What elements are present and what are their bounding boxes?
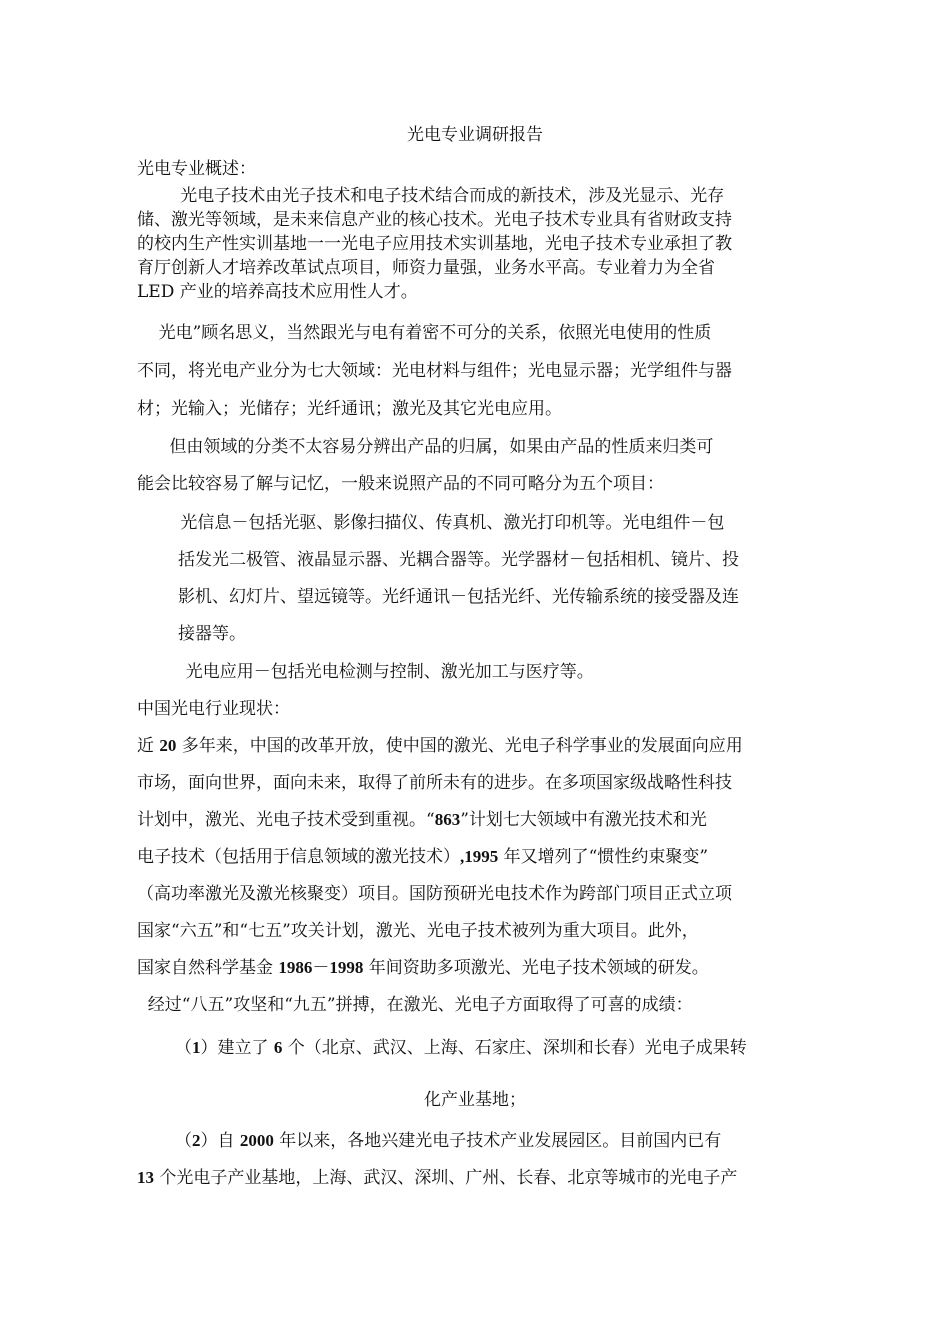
- text-line: 但由领域的分类不太容易分辨出产品的归属，如果由产品的性质来归类可: [137, 437, 714, 457]
- paragraph-application: 光电应用－包括光电检测与控制、激光加工与医疗等。: [175, 662, 594, 682]
- text-run: 计划中，激光、光电子技术受到重视。“: [137, 810, 435, 830]
- text-run: 年间资助多项激光、光电子技术领域的研发。: [363, 958, 709, 978]
- text-line: 能会比较容易了解与记忆，一般来说照产品的不同可略分为五个项目：: [137, 474, 664, 494]
- text-line: 育厅创新人才培养改革试点项目，师资力量强，业务水平高。专业着力为全省: [137, 258, 715, 278]
- text-line: 材；光输入；光储存；光纤通讯；激光及其它光电应用。: [137, 399, 562, 419]
- text-run: 电子技术（包括用于信息领域的激光技术）: [137, 847, 460, 867]
- text-line: [137, 953, 709, 978]
- number-2: 2: [192, 1131, 201, 1150]
- text-run: 近: [137, 736, 160, 756]
- text-line: LED 产业的培养高技术应用性人才。: [137, 282, 418, 302]
- text-run: 个光电子产业基地，上海、武汉、深圳、广州、长春、北京等城市的光电子产: [154, 1168, 738, 1188]
- text-run: 个（北京、武汉、上海、石家庄、深圳和长春）光电子成果转: [282, 1038, 747, 1058]
- text-line: 的校内生产性实训基地一一光电子应用技术实训基地，光电子技术专业承担了教: [137, 234, 732, 254]
- number-6: 6: [273, 1038, 283, 1057]
- text-line: [137, 805, 707, 830]
- number-863: 863: [434, 810, 461, 829]
- document-title: 光电专业调研报告: [407, 125, 543, 145]
- text-line: [175, 1126, 721, 1151]
- text-line: [137, 731, 743, 756]
- text-run: （: [175, 1038, 192, 1058]
- text-line: 化产业基地；: [424, 1090, 526, 1110]
- number-2000: 2000: [239, 1131, 274, 1150]
- number-13: 13: [137, 1168, 154, 1187]
- text-line: （高功率激光及激光核聚变）项目。国防预研光电技术作为跨部门项目正式立项: [137, 884, 732, 904]
- text-line: 储、激光等领域，是未来信息产业的核心技术。光电子技术专业具有省财政支持: [137, 210, 732, 230]
- text-run: ）建立了: [200, 1038, 274, 1058]
- number-1995: ,1995: [460, 847, 499, 866]
- text-line: 光信息－包括光驱、影像扫描仪、传真机、激光打印机等。光电组件－包: [175, 513, 725, 533]
- text-line: [137, 1163, 737, 1188]
- text-run: －: [312, 958, 330, 978]
- section-heading-status: 中国光电行业现状：: [137, 699, 290, 719]
- text-line: 不同，将光电产业分为七大领域：光电材料与组件；光电显示器；光学组件与器: [137, 361, 732, 381]
- number-1: 1: [192, 1038, 201, 1057]
- text-line: [175, 1033, 747, 1058]
- text-line: 国家“六五”和“七五”攻关计划，激光、光电子技术被列为重大项目。此外，: [137, 921, 699, 941]
- text-line: 光电子技术由光子技术和电子技术结合而成的新技术，涉及光显示、光存: [137, 186, 725, 206]
- text-run: ”计划七大领域中有激光技术和光: [460, 810, 707, 830]
- number-20: 20: [159, 736, 177, 755]
- text-run: 年以来，各地兴建光电子技术产业发展园区。目前国内已有: [273, 1131, 722, 1151]
- text-run: 国家自然科学基金: [137, 958, 279, 978]
- text-line: [137, 842, 708, 867]
- text-run: 年又增列了“惯性约束聚变”: [498, 847, 709, 867]
- paragraph-achievements-intro: 经过“八五”攻坚和“九五”拼搏，在激光、光电子方面取得了可喜的成绩：: [137, 995, 693, 1015]
- number-1986: 1986: [278, 958, 313, 977]
- text-line: 影机、幻灯片、望远镜等。光纤通讯－包括光纤、光传输系统的接受器及连: [178, 587, 739, 607]
- text-run: 多年来，中国的改革开放，使中国的激光、光电子科学事业的发展面向应用: [176, 736, 743, 756]
- text-run: ）自: [200, 1131, 240, 1151]
- text-line: 市场，面向世界，面向未来，取得了前所未有的进步。在多项国家级战略性科技: [137, 773, 732, 793]
- text-line: 接器等。: [178, 624, 246, 644]
- text-run: （: [175, 1131, 192, 1151]
- section-heading-overview: 光电专业概述：: [137, 159, 256, 179]
- number-1998: 1998: [329, 958, 364, 977]
- text-line: 光电”顾名思义，当然跟光与电有着密不可分的关系，依照光电使用的性质: [137, 323, 712, 343]
- text-line: 括发光二极管、液晶显示器、光耦合器等。光学器材－包括相机、镜片、投: [178, 550, 739, 570]
